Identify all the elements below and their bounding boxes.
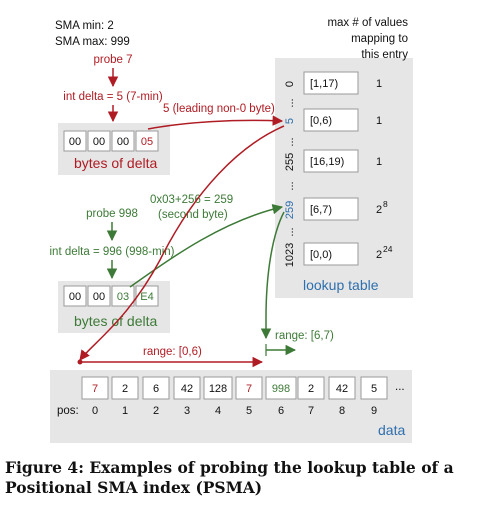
data-position: 5 bbox=[245, 405, 253, 417]
data-position: 9 bbox=[370, 405, 378, 417]
lookup-index: 255 bbox=[284, 152, 296, 172]
sma-max-label: SMA max: 999 bbox=[55, 36, 130, 48]
data-value: 42 bbox=[180, 383, 194, 395]
data-position: 7 bbox=[307, 405, 315, 417]
pos-label: pos: bbox=[57, 405, 79, 417]
data-value: 7 bbox=[245, 383, 253, 395]
data-value: 42 bbox=[335, 383, 349, 395]
green-bytes-caption: bytes of delta bbox=[74, 313, 158, 329]
green-byte-value: 00 bbox=[92, 291, 106, 303]
data-position: 4 bbox=[214, 405, 222, 417]
red-byte-value: 00 bbox=[92, 136, 106, 148]
red-bytes-caption: bytes of delta bbox=[74, 155, 158, 171]
figure-caption bbox=[5, 458, 495, 498]
lookup-range-value: [1,17) bbox=[310, 78, 339, 90]
data-ellipsis: ... bbox=[395, 381, 405, 393]
red-byte-value: 05 bbox=[140, 136, 154, 148]
caption-line-1: Figure 4: Examples of probing the lookup table of a bbox=[5, 458, 454, 477]
red-byte-value: 00 bbox=[116, 136, 130, 148]
data-value: 5 bbox=[370, 383, 378, 395]
lookup-ellipsis: ... bbox=[284, 98, 296, 108]
data-value: 128 bbox=[208, 383, 228, 395]
data-value: 2 bbox=[121, 383, 129, 395]
data-position: 6 bbox=[277, 405, 285, 417]
lookup-ellipsis: ... bbox=[284, 181, 296, 191]
green-byte-value: E4 bbox=[140, 291, 154, 303]
lookup-range-value: [0,0) bbox=[310, 249, 333, 261]
data-value: 6 bbox=[152, 383, 160, 395]
lookup-count-value: 1 bbox=[376, 115, 383, 127]
lookup-count-value: 2 bbox=[376, 249, 383, 261]
data-position: 3 bbox=[183, 405, 191, 417]
lookup-index: 259 bbox=[284, 200, 296, 220]
data-position: 1 bbox=[121, 405, 129, 417]
green-range-label: range: [6,7) bbox=[275, 330, 334, 342]
green-delta-label: int delta = 996 (998-min) bbox=[49, 246, 175, 258]
sma-min-label: SMA min: 2 bbox=[55, 20, 114, 32]
lookup-index: 5 bbox=[284, 117, 296, 125]
probe-7-label: probe 7 bbox=[93, 54, 133, 66]
green-second-byte-line2: (second byte) bbox=[158, 209, 228, 221]
lookup-count-value: 2 bbox=[376, 204, 383, 216]
lookup-index: 0 bbox=[284, 80, 296, 88]
caption-line-2: Positional SMA index (PSMA) bbox=[5, 478, 263, 497]
lookup-range-value: [16,19) bbox=[310, 156, 345, 168]
red-range-label: range: [0,6) bbox=[143, 346, 202, 358]
data-value: 2 bbox=[307, 383, 315, 395]
data-position: 8 bbox=[338, 405, 346, 417]
lookup-table-label: lookup table bbox=[303, 277, 379, 293]
data-value: 998 bbox=[271, 383, 291, 395]
red-leading-byte-label: 5 (leading non-0 byte) bbox=[163, 103, 275, 115]
lookup-header-line2: mapping to bbox=[351, 33, 408, 45]
data-label: data bbox=[378, 422, 406, 438]
lookup-range-value: [0,6) bbox=[310, 115, 333, 127]
green-byte-value: 00 bbox=[68, 291, 82, 303]
lookup-count-value: 1 bbox=[376, 78, 383, 90]
lookup-count-exponent: 8 bbox=[383, 199, 388, 209]
green-byte-value: 03 bbox=[116, 291, 130, 303]
lookup-count-exponent: 24 bbox=[383, 244, 393, 254]
data-value: 7 bbox=[91, 383, 99, 395]
lookup-header-line3: this entry bbox=[361, 49, 408, 61]
green-second-byte-line1: 0x03+256 = 259 bbox=[150, 194, 234, 206]
lookup-count-value: 1 bbox=[376, 156, 383, 168]
data-position: 0 bbox=[91, 405, 99, 417]
lookup-index: 1023 bbox=[284, 242, 296, 268]
data-position: 2 bbox=[152, 405, 160, 417]
probe-998-label: probe 998 bbox=[86, 208, 138, 220]
lookup-header-line1: max # of values bbox=[327, 17, 408, 29]
red-byte-value: 00 bbox=[68, 136, 82, 148]
red-delta-label: int delta = 5 (7-min) bbox=[63, 91, 163, 103]
lookup-range-value: [6,7) bbox=[310, 204, 333, 216]
lookup-ellipsis: ... bbox=[284, 227, 296, 237]
lookup-ellipsis: ... bbox=[284, 137, 296, 147]
red-range-start-dot bbox=[78, 360, 83, 365]
